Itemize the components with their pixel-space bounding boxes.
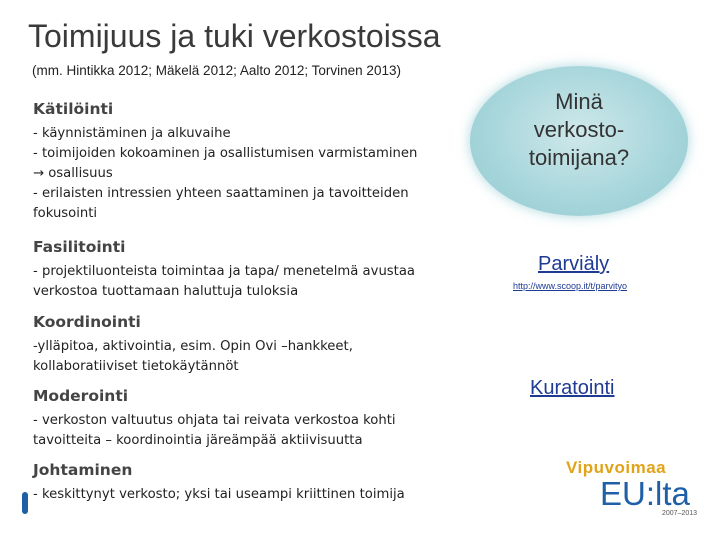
parvityo-url-link[interactable]: http://www.scoop.it/t/parvityo — [513, 281, 628, 291]
section-johtaminen — [33, 461, 473, 505]
section-line: - käynnistäminen ja alkuvaihe — [33, 126, 231, 141]
section-heading: Kätilöinti — [33, 100, 114, 118]
section-heading: Fasilitointi — [33, 238, 126, 256]
logo-years-text: 2007–2013 — [662, 510, 698, 517]
circle-caption — [470, 88, 688, 172]
decorative-edge-mark — [22, 492, 28, 514]
slide-title: Toimijuus ja tuki verkostoissa — [28, 18, 441, 54]
section-line: - erilaisten intressien yhteen saattaminen ja tavoitteiden — [33, 186, 409, 201]
logo-top-text: Vipuvoimaa — [566, 458, 667, 477]
circle-line: toimijana? — [528, 145, 630, 170]
section-heading: Moderointi — [33, 387, 129, 405]
kuratointi-link[interactable]: Kuratointi — [530, 377, 615, 399]
section-koordinointi — [33, 313, 473, 377]
circle-line: Minä — [555, 89, 603, 114]
slide-subtitle: (mm. Hintikka 2012; Mäkelä 2012; Aalto 2012; Torvinen 2013) — [32, 63, 401, 78]
section-line: - verkoston valtuutus ohjata tai reivata verkostoa kohti — [33, 413, 396, 428]
section-moderointi — [33, 387, 473, 451]
section-line: tavoitteita – koordinointia järeämpää aktiivisuutta — [33, 433, 363, 448]
circle-line: verkosto- — [533, 117, 625, 142]
section-line: - keskittynyt verkosto; yksi tai useampi kriittinen toimija — [33, 487, 405, 502]
section-heading: Johtaminen — [33, 461, 133, 479]
vipuvoimaa-eu-logo — [566, 458, 706, 528]
section-heading: Koordinointi — [33, 313, 141, 331]
section-line: verkostoa tuottamaan haluttuja tuloksia — [33, 284, 299, 299]
logo-main-text: EU:lta — [600, 475, 690, 512]
section-line: - projektiluonteista toimintaa ja tapa/ menetelmä avustaa — [33, 264, 415, 279]
section-line: -ylläpitoa, aktivointia, esim. Opin Ovi –hankkeet, — [33, 339, 353, 354]
section-katiloinit — [33, 100, 473, 224]
section-line: - toimijoiden kokoaminen ja osallistumisen varmistaminen — [33, 146, 418, 161]
section-fasilitointi — [33, 238, 473, 302]
section-line: kollaboratiiviset tietokäytännöt — [33, 359, 239, 374]
parvialy-link[interactable]: Parviäly — [538, 253, 610, 275]
section-line: → osallisuus — [33, 166, 113, 181]
section-line: fokusointi — [33, 206, 98, 221]
